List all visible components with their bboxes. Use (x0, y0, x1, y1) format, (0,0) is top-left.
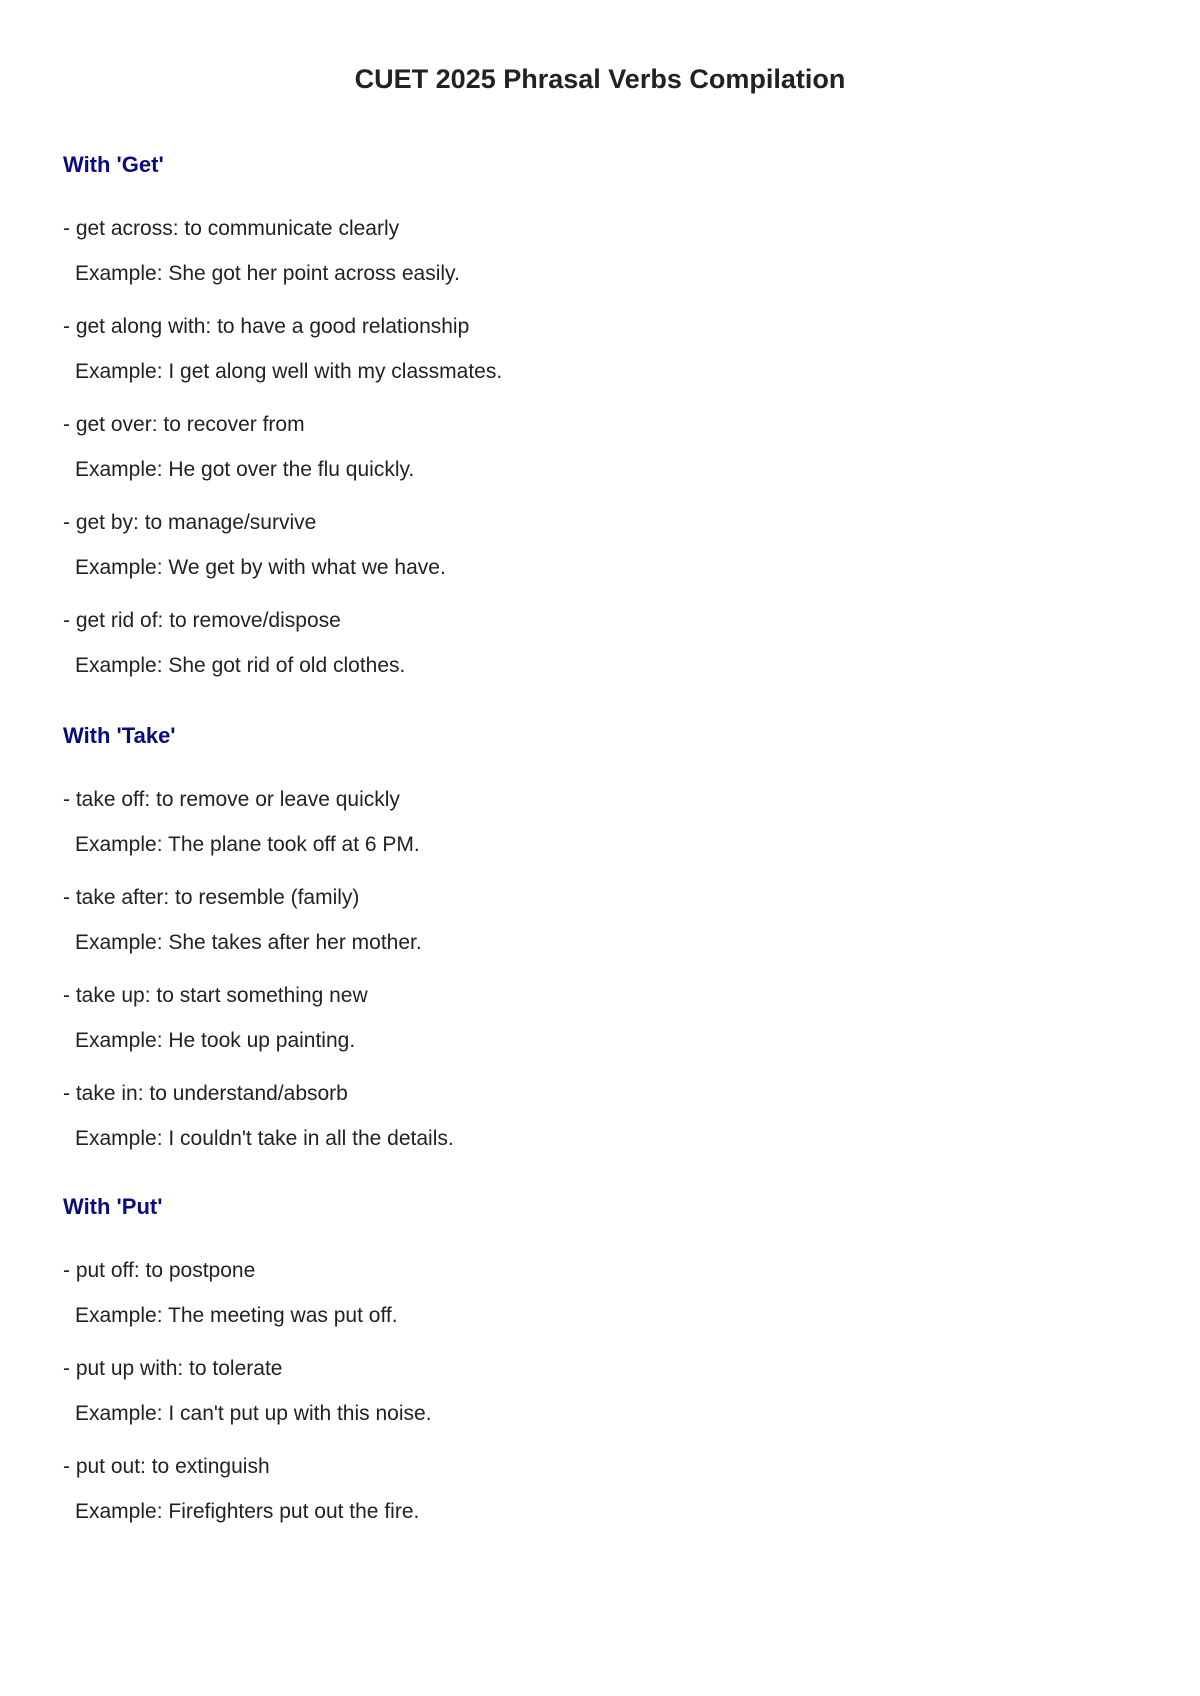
example-get-rid-of: Example: She got rid of old clothes. (75, 654, 406, 677)
example-take-in: Example: I couldn't take in all the details. (75, 1127, 454, 1150)
section-heading-get: With 'Get' (63, 152, 164, 177)
section-heading-take: With 'Take' (63, 723, 176, 748)
definition-get-along-with: - get along with: to have a good relationship (63, 315, 470, 338)
definition-put-off: - put off: to postpone (63, 1259, 256, 1282)
example-get-across: Example: She got her point across easily. (75, 262, 460, 285)
definition-put-up-with: - put up with: to tolerate (63, 1357, 283, 1380)
example-take-up: Example: He took up painting. (75, 1029, 356, 1052)
example-put-up-with: Example: I can't put up with this noise. (75, 1402, 432, 1425)
example-put-off: Example: The meeting was put off. (75, 1304, 398, 1327)
example-put-out: Example: Firefighters put out the fire. (75, 1500, 420, 1523)
page-title: CUET 2025 Phrasal Verbs Compilation (354, 64, 846, 94)
example-get-over: Example: He got over the flu quickly. (75, 458, 415, 481)
section-heading-put: With 'Put' (63, 1194, 163, 1219)
definition-put-out: - put out: to extinguish (63, 1455, 270, 1478)
definition-get-rid-of: - get rid of: to remove/dispose (63, 609, 341, 632)
definition-take-off: - take off: to remove or leave quickly (63, 788, 400, 811)
definition-get-across: - get across: to communicate clearly (63, 217, 400, 240)
definition-take-up: - take up: to start something new (63, 984, 368, 1007)
example-get-along-with: Example: I get along well with my classmates. (75, 360, 503, 383)
example-take-after: Example: She takes after her mother. (75, 931, 422, 954)
definition-take-after: - take after: to resemble (family) (63, 886, 360, 909)
example-get-by: Example: We get by with what we have. (75, 556, 446, 579)
example-take-off: Example: The plane took off at 6 PM. (75, 833, 420, 856)
definition-get-over: - get over: to recover from (63, 413, 305, 436)
definition-get-by: - get by: to manage/survive (63, 511, 317, 534)
definition-take-in: - take in: to understand/absorb (63, 1082, 348, 1105)
